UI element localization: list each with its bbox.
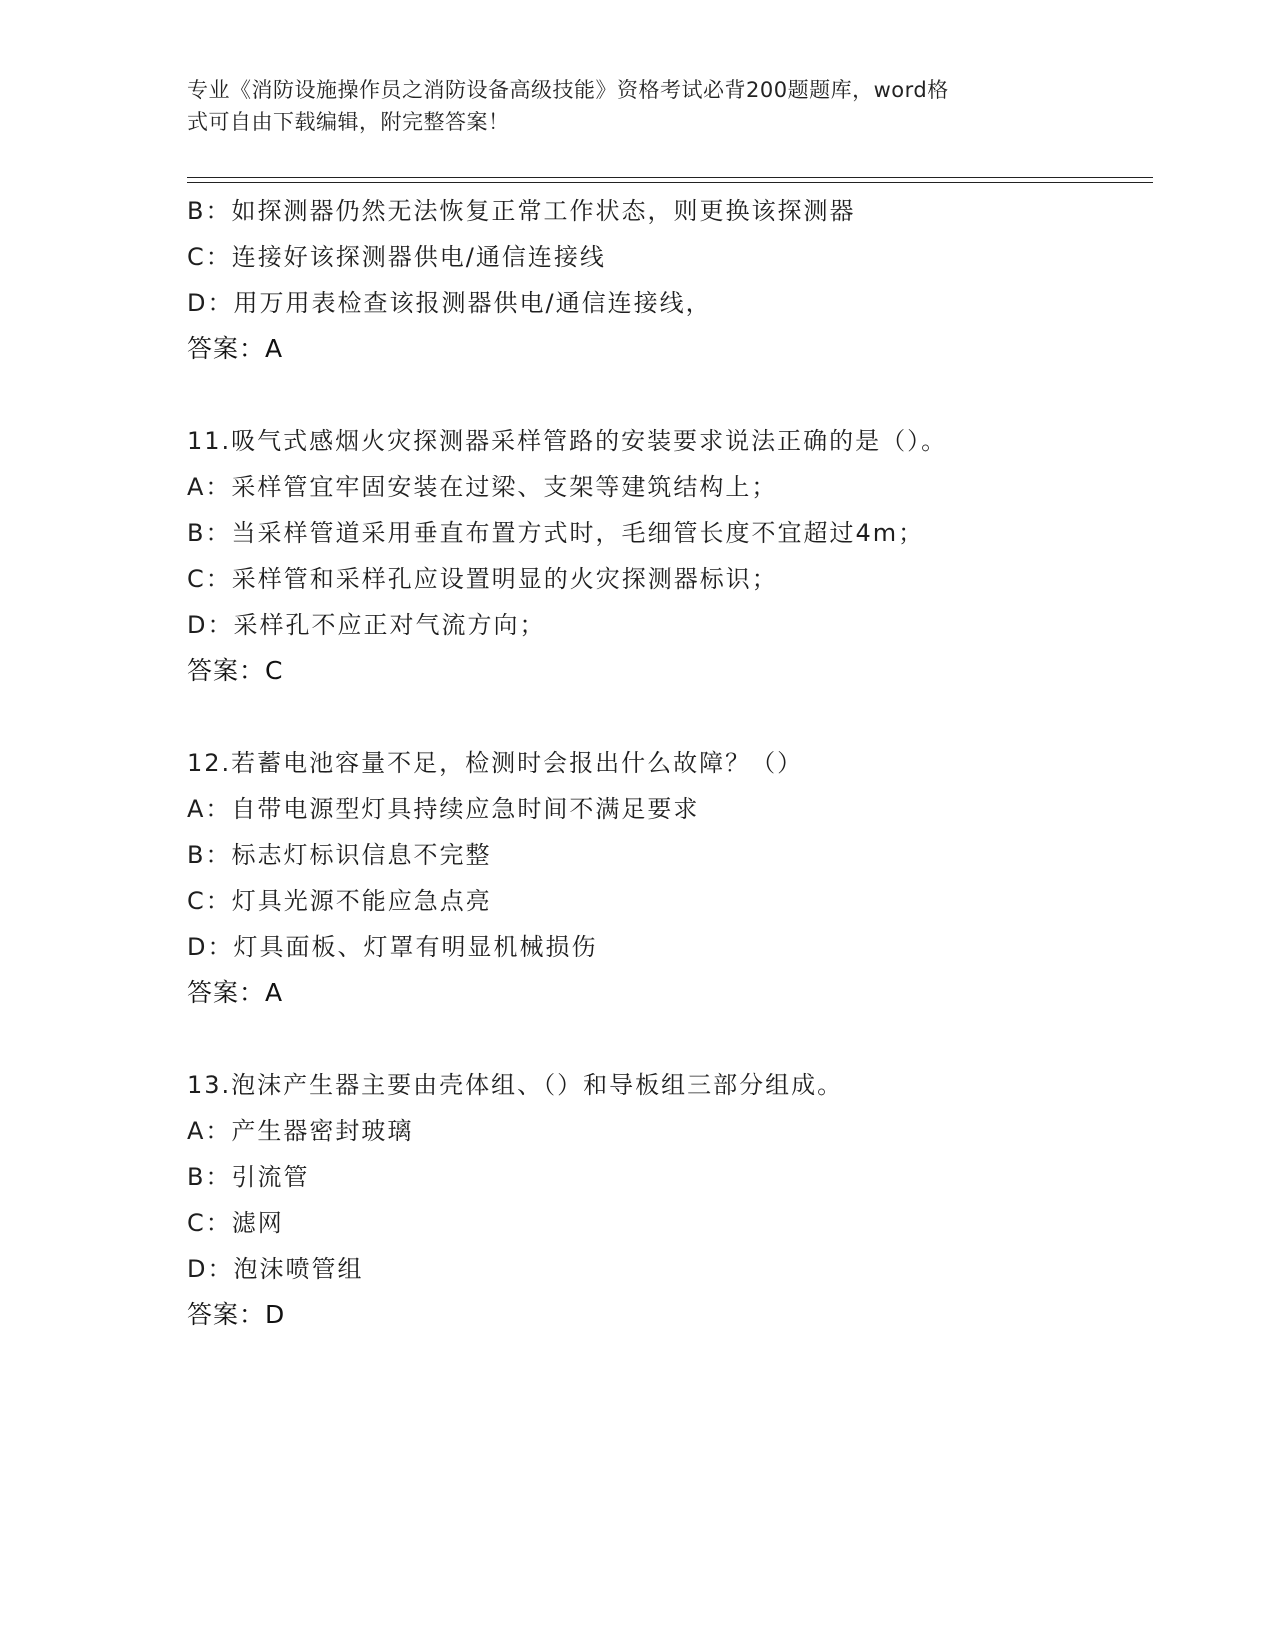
- option-c: C：滤网: [187, 1209, 284, 1237]
- option-b: B：引流管: [187, 1163, 310, 1191]
- answer-line: 答案：D: [187, 1300, 286, 1329]
- option-c: C：采样管和采样孔应设置明显的火灾探测器标识；: [187, 565, 778, 593]
- document-header: [187, 74, 1067, 138]
- option-d: D：灯具面板、灯罩有明显机械损伤: [187, 933, 598, 961]
- header-divider-thick: [187, 177, 1153, 178]
- option-c: C：灯具光源不能应急点亮: [187, 887, 492, 915]
- option-d: D：泡沫喷管组: [187, 1255, 364, 1283]
- option-a: A：自带电源型灯具持续应急时间不满足要求: [187, 795, 700, 823]
- option-b: B：如探测器仍然无法恢复正常工作状态，则更换该探测器: [187, 197, 856, 225]
- option-b: B：当采样管道采用垂直布置方式时，毛细管长度不宜超过4m；: [187, 519, 925, 547]
- question-text: 11.吸气式感烟火灾探测器采样管路的安装要求说法正确的是（）。: [187, 427, 948, 455]
- header-line-2: 式可自由下载编辑，附完整答案！: [187, 110, 510, 134]
- option-b: B：标志灯标识信息不完整: [187, 841, 492, 869]
- question-block-12: [187, 740, 1147, 1016]
- question-block-10: [187, 188, 1147, 372]
- question-block-11: [187, 418, 1147, 694]
- question-list: [187, 188, 1147, 1338]
- spacer: [187, 694, 1147, 740]
- answer-line: 答案：A: [187, 334, 284, 363]
- spacer: [187, 1016, 1147, 1062]
- option-a: A：产生器密封玻璃: [187, 1117, 414, 1145]
- option-d: D：采样孔不应正对气流方向；: [187, 611, 546, 639]
- spacer: [187, 372, 1147, 418]
- option-a: A：采样管宜牢固安装在过梁、支架等建筑结构上；: [187, 473, 778, 501]
- option-c: C：连接好该探测器供电/通信连接线: [187, 243, 606, 271]
- header-divider-thin: [187, 182, 1153, 183]
- answer-line: 答案：A: [187, 978, 284, 1007]
- answer-line: 答案：C: [187, 656, 284, 685]
- header-line-1: 专业《消防设施操作员之消防设备高级技能》资格考试必背200题题库，word格: [187, 78, 949, 102]
- option-d: D：用万用表检查该报测器供电/通信连接线，: [187, 289, 712, 317]
- question-block-13: [187, 1062, 1147, 1338]
- question-text: 13.泡沫产生器主要由壳体组、（）和导板组三部分组成。: [187, 1071, 844, 1099]
- question-text: 12.若蓄电池容量不足，检测时会报出什么故障？（）: [187, 749, 804, 777]
